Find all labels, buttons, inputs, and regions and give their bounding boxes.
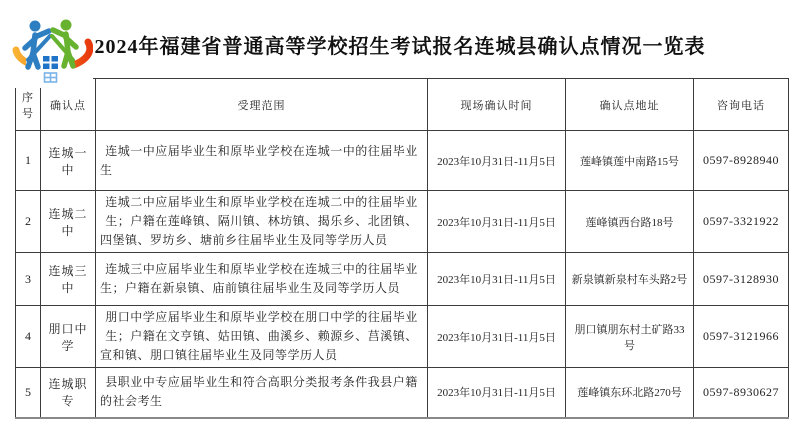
- col-header-address: 确认点地址: [566, 79, 694, 131]
- table-row: [16, 253, 789, 306]
- cell-address: 莲峰镇东环北路270号: [566, 368, 694, 418]
- cell-confirmation-point: 连城二中: [41, 191, 96, 253]
- confirmation-points-table: [15, 78, 789, 419]
- cell-confirmation-point: 连城三中: [41, 253, 96, 306]
- table-row: [16, 306, 789, 368]
- col-header-point: 确认点: [41, 79, 96, 131]
- cell-scope: 连城一中应届毕业生和原毕业学校在连城一中的往届毕业生: [96, 131, 428, 191]
- cell-confirmation-time: 2023年10月31日-11月5日: [428, 253, 566, 306]
- cell-confirmation-point: 连城一中: [41, 131, 96, 191]
- cell-index: 4: [16, 306, 41, 368]
- col-header-time: 现场确认时间: [428, 79, 566, 131]
- cell-scope: 朋口中学应届毕业生和原毕业学校在朋口中学的往届毕业生；户籍在文亨镇、姑田镇、曲溪乡、赖源乡、莒溪镇、宣和镇、朋口镇往届毕业生及同等学历人员: [96, 306, 428, 368]
- cell-index: 2: [16, 191, 41, 253]
- cell-confirmation-point: 连城职专: [41, 368, 96, 418]
- school-logo: [8, 12, 93, 88]
- table-row: [16, 131, 789, 191]
- cell-confirmation-time: 2023年10月31日-11月5日: [428, 306, 566, 368]
- cell-scope: 连城三中应届毕业生和原毕业学校在连城三中的往届毕业生；户籍在新泉镇、庙前镇往届毕业生及同等学历人员: [96, 253, 428, 306]
- cell-phone: 0597-3128930: [694, 253, 789, 306]
- table-header-row: [16, 79, 789, 131]
- cell-phone: 0597-3321922: [694, 191, 789, 253]
- cell-address: 新泉镇新泉村车头路2号: [566, 253, 694, 306]
- cell-index: 1: [16, 131, 41, 191]
- cell-address: 莲峰镇西台路18号: [566, 191, 694, 253]
- cell-confirmation-point: 朋口中学: [41, 306, 96, 368]
- cell-phone: 0597-3121966: [694, 306, 789, 368]
- page-title: 2024年福建省普通高等学校招生考试报名连城县确认点情况一览表: [94, 36, 706, 58]
- col-header-scope: 受理范围: [96, 79, 428, 131]
- cell-index: 5: [16, 368, 41, 418]
- cell-phone: 0597-8930627: [694, 368, 789, 418]
- school-logo-icon: [8, 12, 93, 88]
- cell-confirmation-time: 2023年10月31日-11月5日: [428, 368, 566, 418]
- cell-scope: 县职业中专应届毕业生和符合高职分类报考条件我县户籍的社会考生: [96, 368, 428, 418]
- cell-phone: 0597-8928940: [694, 131, 789, 191]
- cell-address: 莲峰镇莲中南路15号: [566, 131, 694, 191]
- cell-confirmation-time: 2023年10月31日-11月5日: [428, 191, 566, 253]
- cell-scope: 连城二中应届毕业生和原毕业学校在连城二中的往届毕业生；户籍在莲峰镇、隔川镇、林坊镇、揭乐乡、北团镇、四堡镇、罗坊乡、塘前乡往届毕业生及同等学历人员: [96, 191, 428, 253]
- col-header-index: 序号: [16, 79, 41, 131]
- cell-confirmation-time: 2023年10月31日-11月5日: [428, 131, 566, 191]
- table-row: [16, 368, 789, 418]
- cell-address: 朋口镇朋东村土矿路33号: [566, 306, 694, 368]
- table-row: [16, 191, 789, 253]
- cell-index: 3: [16, 253, 41, 306]
- col-header-phone: 咨询电话: [694, 79, 789, 131]
